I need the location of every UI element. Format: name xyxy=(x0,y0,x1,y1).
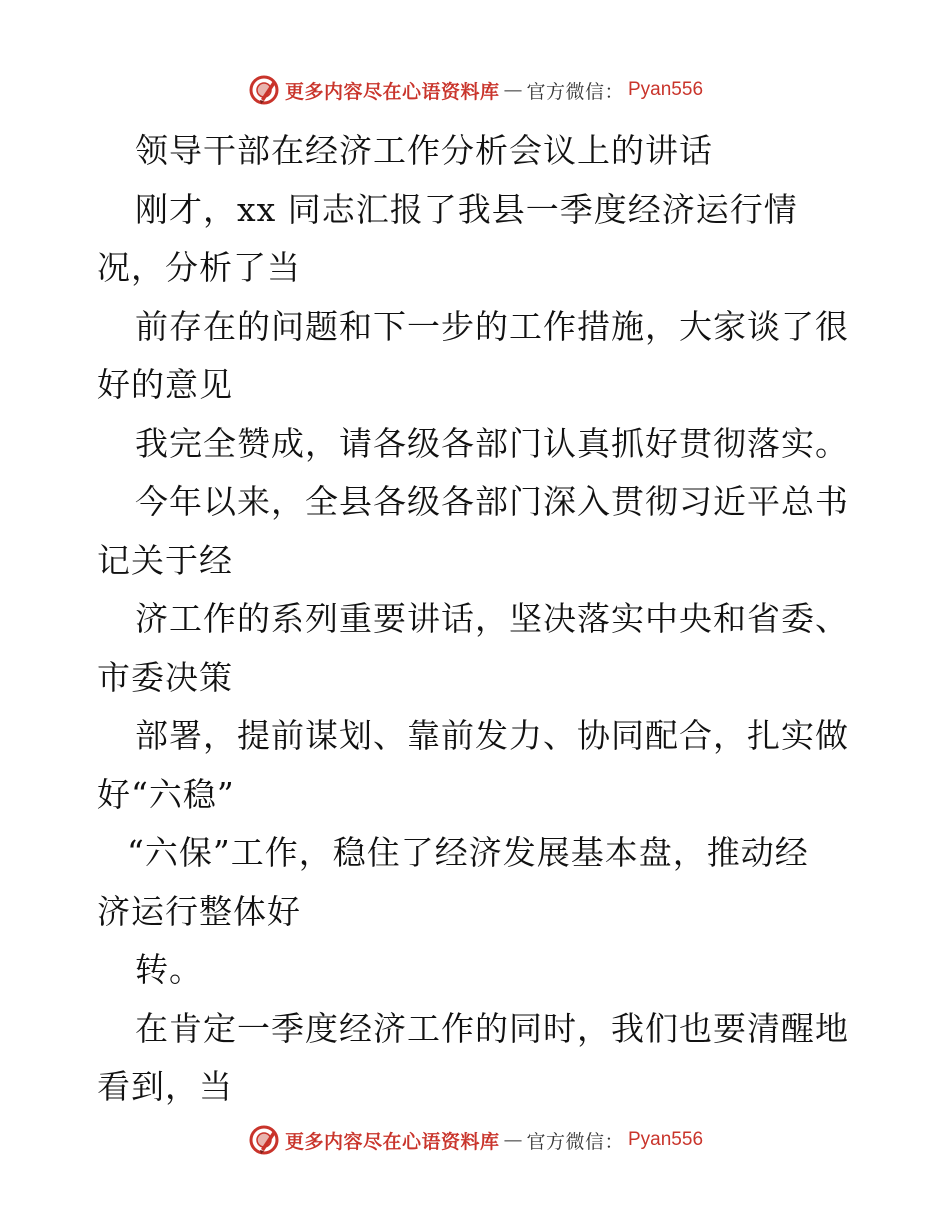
document-title: 领导干部在经济工作分析会议上的讲话 xyxy=(135,131,713,170)
document-line: 市委决策 xyxy=(97,657,233,697)
document-line: 况，分析了当 xyxy=(97,248,301,287)
header-banner-official: 官方微信： xyxy=(526,80,624,103)
document-line: 看到，当 xyxy=(97,1067,233,1106)
document-line: 转。 xyxy=(135,950,203,989)
document-line: 我完全赞成，请各级各部门认真抓好贯彻落实。 xyxy=(135,423,849,463)
brush-logo-icon xyxy=(247,73,281,107)
document-body xyxy=(97,122,857,1117)
document-line: 好的意见 xyxy=(97,365,233,404)
brush-logo-icon xyxy=(247,1123,281,1157)
header-banner xyxy=(0,70,950,110)
document-line: 今年以来，全县各级各部门深入贯彻习近平总书 xyxy=(135,482,849,521)
document-line: 好“六稳” xyxy=(97,774,235,814)
document-line: 济工作的系列重要讲话，坚决落实中央和省委、 xyxy=(135,599,849,638)
document-line: “六保”工作，稳住了经济发展基本盘，推动经 xyxy=(127,833,809,872)
document-line: 前存在的问题和下一步的工作措施，大家谈了很 xyxy=(135,306,849,346)
document-line: 刚才，xx 同志汇报了我县一季度经济运行情 xyxy=(135,189,798,229)
footer-banner-text: 更多内容尽在心语资料库 xyxy=(284,1130,500,1153)
header-banner-wechat-id: Pyan556 xyxy=(628,79,704,100)
document-line: 在肯定一季度经济工作的同时，我们也要清醒地 xyxy=(135,1008,849,1048)
footer-banner-separator: — xyxy=(503,1129,523,1151)
header-banner-separator: — xyxy=(503,79,523,101)
footer-banner xyxy=(0,1120,950,1160)
document-line: 济运行整体好 xyxy=(97,891,301,931)
footer-banner-official: 官方微信： xyxy=(526,1130,624,1153)
header-banner-text: 更多内容尽在心语资料库 xyxy=(284,80,500,103)
footer-banner-wechat-id: Pyan556 xyxy=(628,1129,704,1150)
document-line: 部署，提前谋划、靠前发力、协同配合，扎实做 xyxy=(135,716,849,755)
document-line: 记关于经 xyxy=(97,540,233,580)
